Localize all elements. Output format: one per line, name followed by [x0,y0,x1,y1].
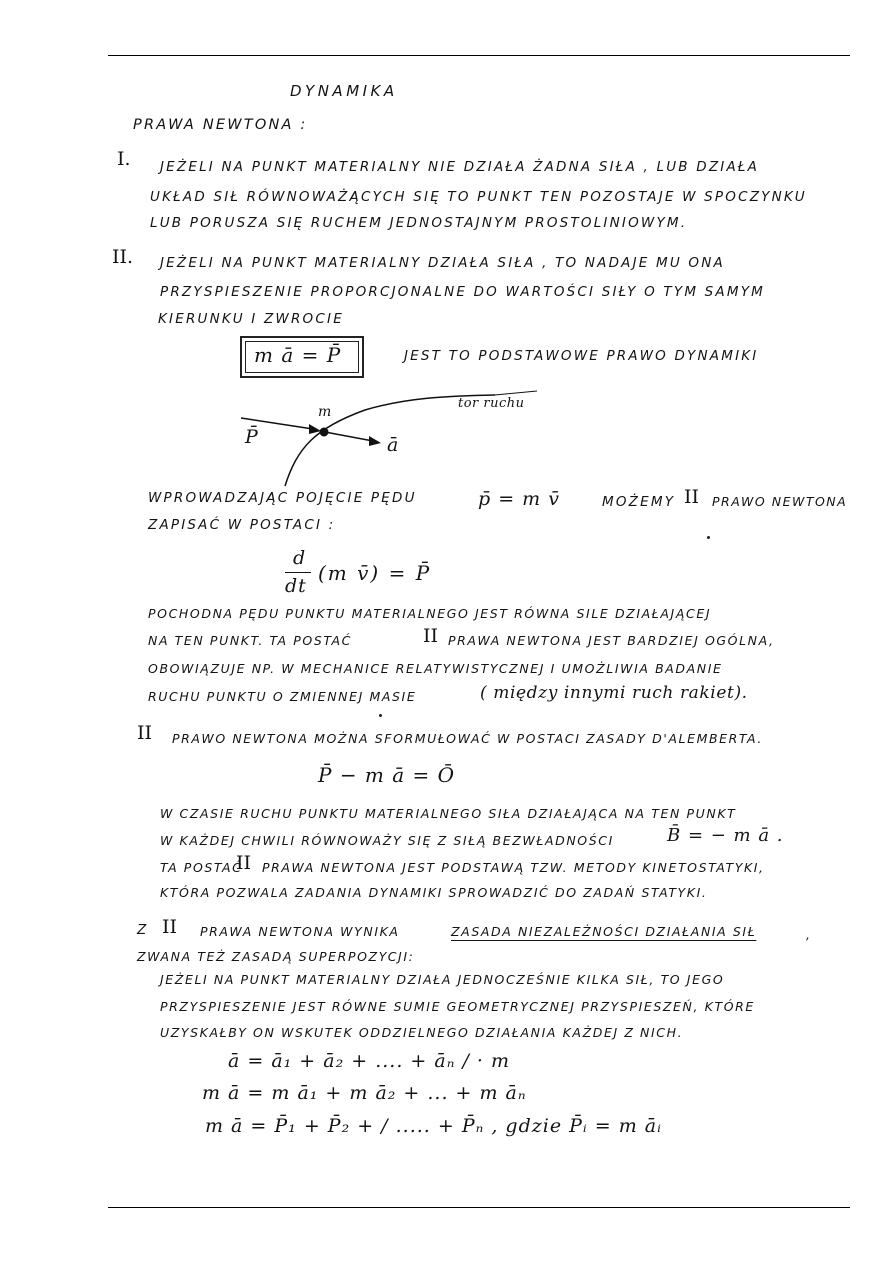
momentum-line-2: ZAPISAĆ W POSTACI : [148,517,336,533]
momentum-desc-2a: NA TEN PUNKT. TA POSTAĆ [148,633,352,648]
momentum-desc-1: POCHODNA PĘDU PUNKTU MATERIALNEGO JEST RÓWNA SILE DZIAŁAJĄCEJ [148,606,712,621]
dalembert-line-1: W CZASIE RUCHU PUNKTU MATERIALNEGO SIŁA DZIAŁAJĄCA NA TEN PUNKT [160,806,737,821]
formula-note: JEST TO PODSTAWOWE PRAWO DYNAMIKI [404,348,759,364]
superposition-line-5: UZYSKAŁBY ON WSKUTEK ODDZIELNEGO DZIAŁANIA KAŻDEJ Z NICH. [160,1025,684,1040]
derivative-numerator: d [293,547,307,569]
derivative-denominator: dt [285,575,307,597]
equation-2: m ā = m ā₁ + m ā₂ + ... + m āₙ [202,1082,527,1104]
law2-line-2: PRZYSPIESZENIE PROPORCJONALNE DO WARTOŚCI SIŁY O TYM SAMYM [160,284,766,300]
law1-line-1: JEŻELI NA PUNKT MATERIALNY NIE DZIAŁA ŻADNA SIŁA , LUB DZIAŁA [160,159,760,175]
accel-arrowhead [369,436,381,446]
force-label: P̄ [245,426,259,448]
law2-line-1: JEŻELI NA PUNKT MATERIALNY DZIAŁA SIŁA , TO NADAJE MU ONA [160,255,725,271]
fraction-bar [285,572,311,573]
superposition-principle: ZASADA NIEZALEŻNOŚCI DZIAŁANIA SIŁ [451,924,757,939]
dalembert-line-3a: TA POSTAĆ [160,860,243,875]
dalembert-line-2: W KAŻDEJ CHWILI RÓWNOWAŻY SIĘ Z SIŁĄ BEZWŁADNOŚCI [160,833,614,848]
derivative-rhs: (m v̄) = P̄ [318,561,432,585]
law1-numeral: I. [117,148,131,170]
dalembert-line-4: KTÓRA POZWALA ZADANIA DYNAMIKI SPROWADZIĆ DO ZADAŃ STATYKI. [160,885,708,900]
page-title: DYNAMIKA [290,82,398,100]
law2-numeral: II. [112,246,134,268]
stray-dot-2 [707,536,710,539]
equation-3: m ā = P̄₁ + P̄₂ + / ..... + P̄ₙ , gdzie P̄ᵢ = m āᵢ [205,1115,662,1137]
superposition-comma: , [806,927,812,942]
superposition-z: Z [137,922,149,938]
material-point [320,428,329,437]
momentum-desc-numeral: II [423,625,439,647]
momentum-intro: WPROWADZAJĄC POJĘCIE PĘDU [148,490,417,506]
equation-1: ā = ā₁ + ā₂ + .... + āₙ / · m [228,1050,510,1072]
law2-line-3: KIERUNKU I ZWROCIE [158,311,344,327]
section-heading: PRAWA NEWTONA : [133,117,308,133]
newton-second-law-formula: m ā = P̄ [254,343,342,367]
momentum-numeral: II [684,486,700,508]
momentum-desc-2b: PRAWA NEWTONA JEST BARDZIEJ OGÓLNA, [448,633,775,648]
law1-line-3: LUB PORUSZA SIĘ RUCHEM JEDNOSTAJNYM PROSTOLINIOWYM. [150,215,688,231]
dalembert-line-3-numeral: II [236,852,252,874]
inertia-formula: B̄ = − m ā . [667,825,784,846]
superposition-line-4: PRZYSPIESZENIE JEST RÓWNE SUMIE GEOMETRYCZNEJ PRZYSPIESZEŃ, KTÓRE [160,999,755,1014]
stray-dot [379,714,382,717]
superposition-numeral: II [162,916,178,938]
momentum-desc-4b: ( między innymi ruch rakiet). [480,683,748,703]
header-rule [108,55,850,56]
dalembert-intro: PRAWO NEWTONA MOŻNA SFORMUŁOWAĆ W POSTACI ZASADY D'ALEMBERTA. [172,731,763,746]
superposition-line-3: JEŻELI NA PUNKT MATERIALNY DZIAŁA JEDNOCZEŚNIE KILKA SIŁ, TO JEGO [160,972,725,987]
footer-rule [108,1207,850,1208]
momentum-formula: p̄ = m v̄ [478,488,560,510]
momentum-desc-4a: RUCHU PUNKTU O ZMIENNEJ MASIE [148,689,417,704]
momentum-law-name: PRAWO NEWTONA [712,494,848,509]
accel-arrow-line [325,432,373,441]
law1-line-2: UKŁAD SIŁ RÓWNOWAŻĄCYCH SIĘ TO PUNKT TEN POZOSTAJE W SPOCZYNKU [150,189,807,205]
superposition-line-2: ZWANA TEŻ ZASADĄ SUPERPOZYCJI: [137,949,415,964]
accel-label: ā [387,434,400,456]
trajectory-leader-line [495,391,537,395]
dalembert-numeral: II [137,722,153,744]
dalembert-formula: P̄ − m ā = Ō [318,763,456,787]
dalembert-line-3b: PRAWA NEWTONA JEST PODSTAWĄ TZW. METODY KINETOSTATYKI, [262,860,765,875]
momentum-we-can: MOŻEMY [602,494,676,510]
superposition-intro: PRAWA NEWTONA WYNIKA [200,924,400,939]
mass-label: m [318,404,333,420]
path-label: tor ruchu [458,396,525,411]
momentum-desc-3: OBOWIĄZUJE NP. W MECHANICE RELATYWISTYCZNEJ I UMOŻLIWIA BADANIE [148,661,723,676]
